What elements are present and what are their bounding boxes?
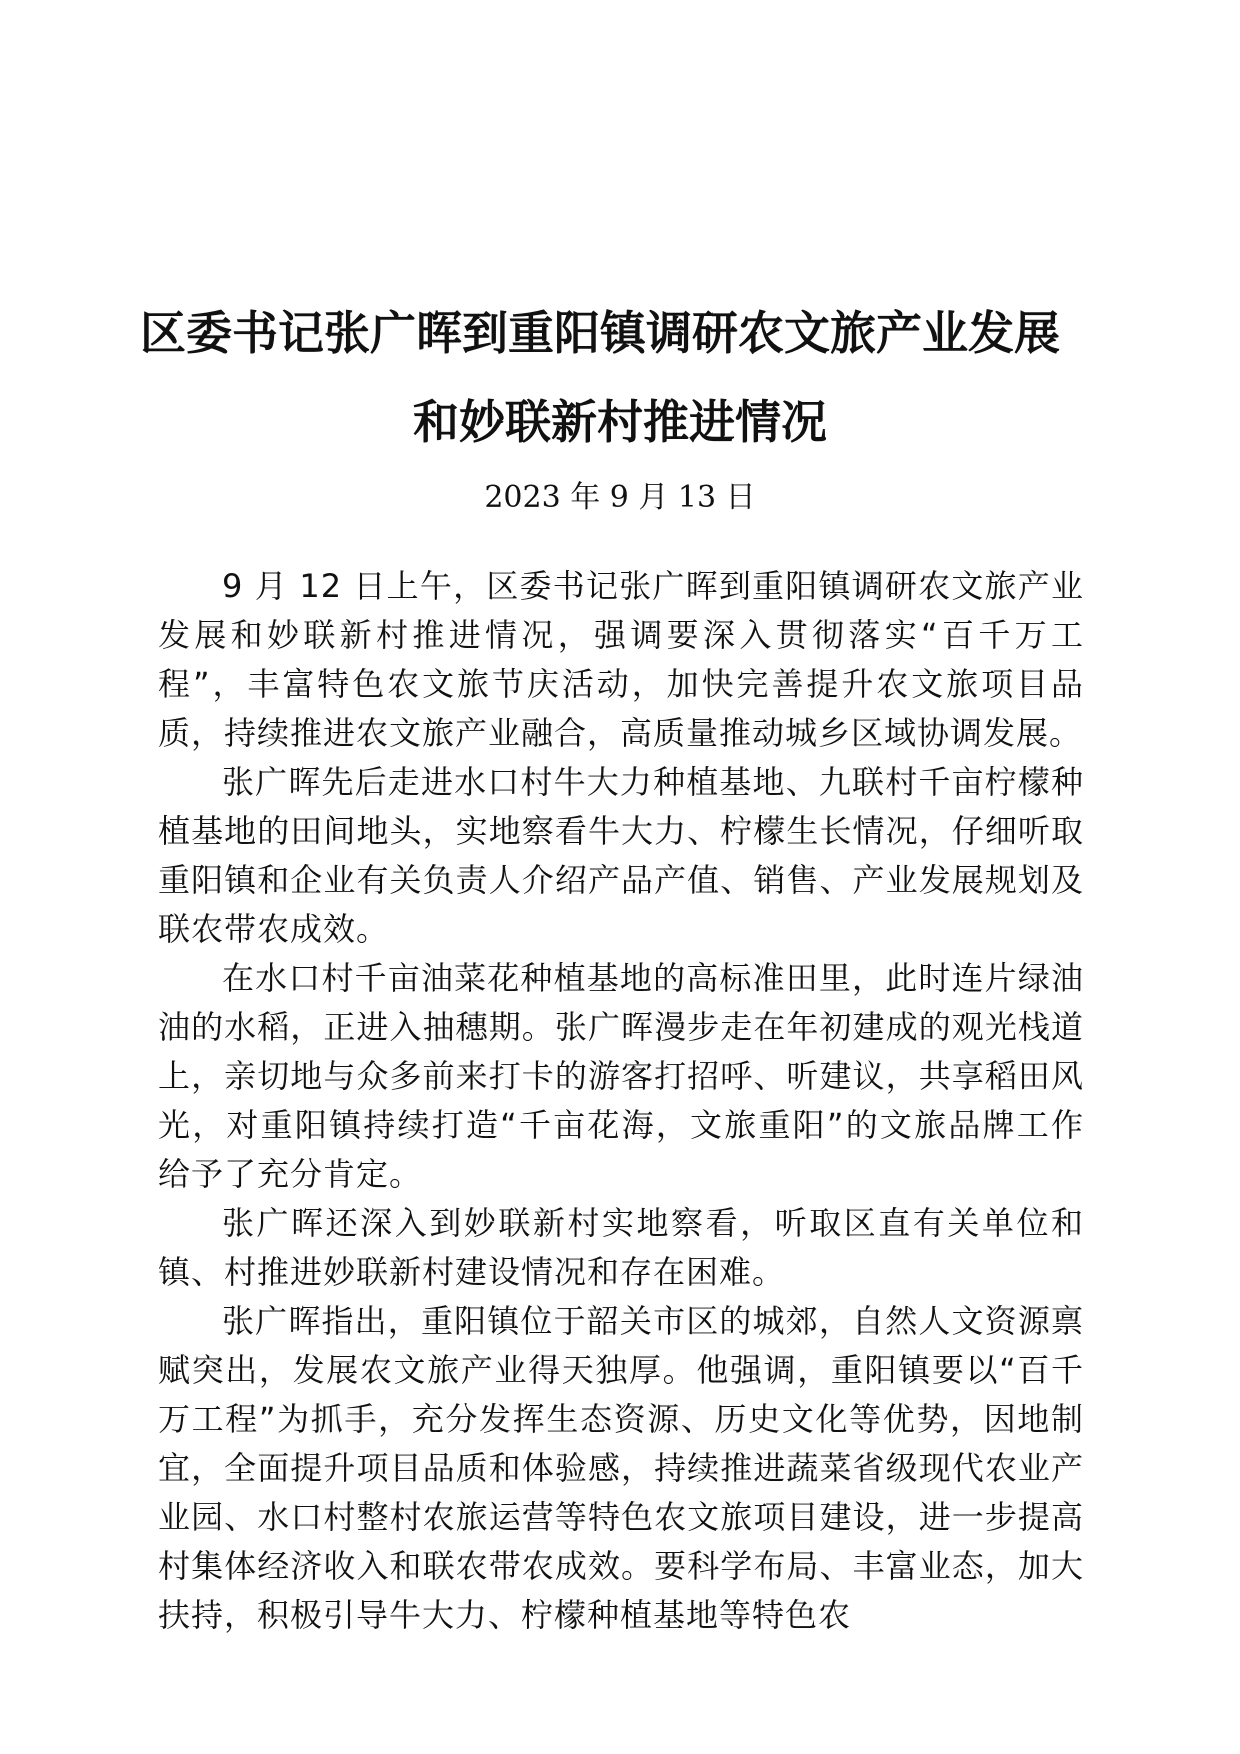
paragraph-5: 张广晖指出，重阳镇位于韶关市区的城郊，自然人文资源禀赋突出，发展农文旅产业得天独厚。他强调，重阳镇要以“百千万工程”为抓手，充分发挥生态资源、历史文化等优势，因地制宜，全面提升项目品质和体验感，持续推进蔬菜省级现代农业产业园、水口村整村农旅运营等特色农文旅项目建设，进一步提高村集体经济收入和联农带农成效。要科学布局、丰富业态，加大扶持，积极引导牛大力、柠檬种植基地等特色农 [158,1302,1084,1634]
paragraph-2: 张广晖先后走进水口村牛大力种植基地、九联村千亩柠檬种植基地的田间地头，实地察看牛大力、柠檬生长情况，仔细听取重阳镇和企业有关负责人介绍产品产值、销售、产业发展规划及联农带农成效。 [158,763,1084,948]
paragraph-4: 张广晖还深入到妙联新村实地察看，听取区直有关单位和镇、村推进妙联新村建设情况和存在困难。 [158,1204,1084,1291]
paragraph-1: 9 月 12 日上午，区委书记张广晖到重阳镇调研农文旅产业发展和妙联新村推进情况，强调要深入贯彻落实“百千万工程”，丰富特色农文旅节庆活动，加快完善提升农文旅项目品质，持续推进农文旅产业融合，高质量推动城乡区域协调发展。 [158,567,1084,752]
publish-date: 2023 年 9 月 13 日 [484,480,756,515]
article-body [158,562,1084,1640]
title-line-2: 和妙联新村推进情况 [413,395,827,449]
paragraph-3: 在水口村千亩油菜花种植基地的高标准田里，此时连片绿油油的水稻，正进入抽穗期。张广晖漫步走在年初建成的观光栈道上，亲切地与众多前来打卡的游客打招呼、听建议，共享稻田风光，对重阳镇持续打造“千亩花海，文旅重阳”的文旅品牌工作给予了充分肯定。 [158,959,1084,1193]
title-line-1: 区委书记张广晖到重阳镇调研农文旅产业发展 [140,306,1060,360]
